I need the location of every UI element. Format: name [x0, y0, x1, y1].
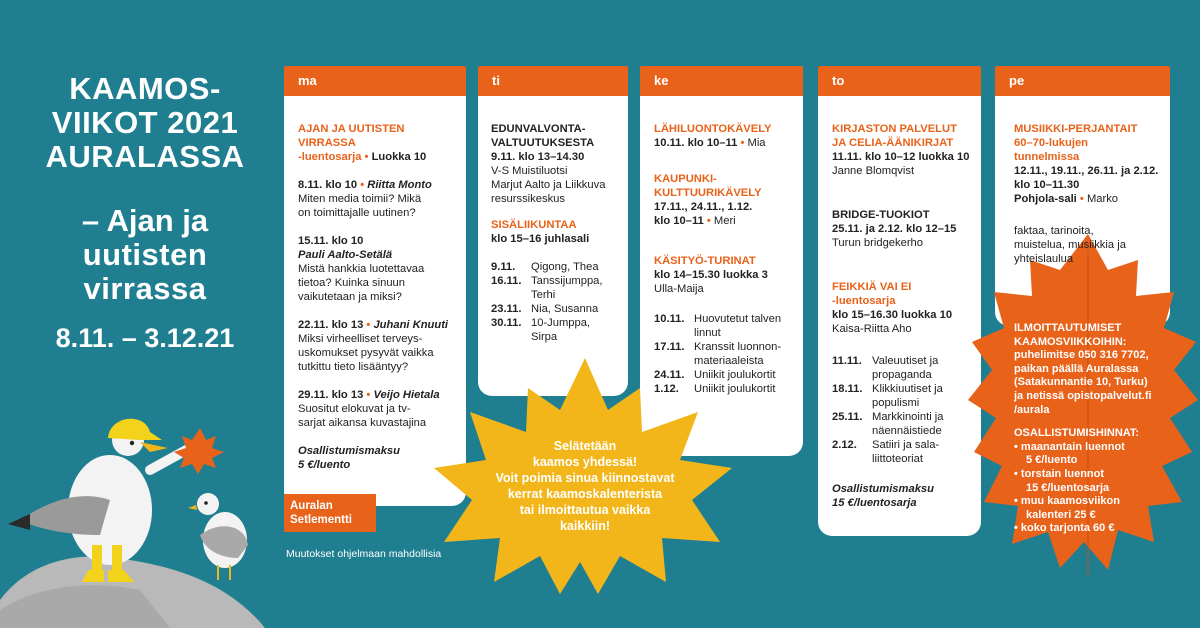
ti-row	[491, 260, 626, 274]
ma-fee-value: 5 €/luento	[298, 459, 351, 471]
to-heading-1: KIRJASTON PALVELUT	[832, 123, 957, 135]
row-date: 1.12.	[654, 383, 679, 395]
ma-room: Luokka 10	[371, 151, 427, 163]
ma-content: AJAN JA UUTISTEN VIRRASSA -luentosarja • Luokka 10 8.11. klo 10 • Riitta Monto Miten media toimii? Mikä on toimittajalle uutinen? 15.11. klo 10 Pauli Aalto-Setälä Mistä hankkia luotettavaa tietoa? Kuinka sinuun vaikutetaan ja miksi? 22.11. klo 13 • Juhani Knuuti Miksi virheelliset terveys- uskomukset pysyvät vaikka tutkittu tieto lisääntyy? 29.11. klo 13 • Veijo Hietala Suositut elokuvat ja tv- sarjat aikansa kuvastajina Osallistumismaksu 5 €/luento	[298, 122, 464, 472]
ke-row	[654, 312, 802, 326]
to-fee-label: Osallistumismaksu	[832, 483, 934, 495]
ke-guide-2: Meri	[713, 215, 736, 227]
pe-text-3: yhteislaulua	[1014, 253, 1074, 265]
orange-leaf-text	[1014, 322, 1194, 536]
price-item-2-label: torstain luennot	[1020, 467, 1105, 480]
changes-note: Muutokset ohjelmaan mahdollisia	[286, 548, 442, 560]
ma-event-4-speaker: Veijo Hietala	[373, 389, 440, 401]
main-title	[30, 72, 260, 354]
register-text-2: paikan päällä Auralassa	[1014, 362, 1139, 375]
ke-dates: 17.11., 24.11., 1.12.	[654, 201, 753, 213]
pe-time: klo 10–11.30	[1014, 179, 1080, 191]
to-content	[832, 122, 980, 510]
subtitle-line-2: uutisten	[82, 237, 208, 272]
row-text: Uniikit joulukortit	[694, 369, 776, 381]
ke-instructor: Ulla-Maija	[654, 283, 704, 295]
ti-text-3: resurssikeskus	[491, 193, 565, 205]
day-header-pe: pe	[995, 66, 1170, 96]
ke-row	[654, 340, 802, 354]
row-date: 18.11.	[832, 383, 863, 395]
ma-event-3-text-1: Miksi virheelliset terveys-	[298, 333, 423, 345]
row-text: Kranssit luonnon-	[694, 341, 782, 353]
organization-logo	[284, 494, 376, 532]
to-row	[832, 424, 980, 438]
ti-row	[491, 330, 626, 344]
row-text: Nia, Susanna	[531, 303, 599, 315]
ma-fee	[298, 444, 464, 472]
subtitle-line-3: virrassa	[83, 271, 207, 306]
to-text-2: Turun bridgekerho	[832, 237, 924, 249]
ti-heading-2: VALTUUTUKSESTA	[491, 137, 595, 149]
ma-event-1-text-2: on toimittajalle uutinen?	[298, 207, 416, 219]
to-time-1: 11.11. klo 10–12 luokka 10	[832, 151, 970, 163]
row-date	[832, 452, 872, 466]
pe-text-1: faktaa, tarinoita,	[1014, 225, 1094, 237]
register-text-4: ja netissä opistopalvelut.fi	[1014, 389, 1152, 402]
title-line-2: VIIKOT 2021	[51, 105, 239, 140]
price-item-3: • muu kaamosviikon	[1014, 495, 1120, 508]
ti-row	[491, 302, 626, 316]
ti-text-2: Marjut Aalto ja Liikkuva	[491, 179, 606, 191]
register-text-5: /aurala	[1014, 403, 1050, 416]
ma-event-2-speaker: Pauli Aalto-Setälä	[298, 249, 393, 261]
row-text: 10-Jumppa,	[531, 317, 591, 329]
row-date: 25.11.	[832, 411, 863, 423]
ke-schedule	[654, 312, 802, 396]
price-item-2: • torstain luennot	[1014, 467, 1105, 480]
row-text: Valeuutiset ja	[872, 355, 939, 367]
row-text: populismi	[872, 397, 920, 409]
ma-event-4-text-2: sarjat aikansa kuvastajina	[298, 417, 427, 429]
to-row	[832, 354, 980, 368]
ke-content: LÄHILUONTOKÄVELY 10.11. klo 10–11 • Mia KAUPUNKI- KULTTUURIKÄVELY 17.11., 24.11., 1.12. klo 10–11 • Meri KÄSITYÖ-TURINAT klo 14–15.30 luokka 3 Ulla-Maija 10.11. Huovutetut talven linnut 17.11. Kranssit luonnon- materiaaleista 24.11. Uniikit joulukortit 1.12. Uniikit joulukortit	[654, 122, 802, 396]
to-row	[832, 452, 980, 466]
ma-event-4-text-1: Suositut elokuvat ja tv-	[298, 403, 411, 415]
to-time-3: klo 15–16.30 luokka 10	[832, 309, 953, 321]
ma-subheading: -luentosarja	[298, 151, 362, 163]
leaf-text-4: kerrat kaamoskalenterista	[507, 487, 663, 501]
ti-time-1: 9.11. klo 13–14.30	[491, 151, 585, 163]
ma-event-2-time: 15.11. klo 10	[298, 235, 364, 247]
ma-event-1: 8.11. klo 10 • Riitta Monto Miten media toimii? Mikä on toimittajalle uutinen?	[298, 178, 464, 220]
to-instructor: Kaisa-Riitta Aho	[832, 323, 912, 335]
row-date	[491, 288, 531, 302]
row-text: näennäistiede	[872, 425, 942, 437]
day-header-ke: ke	[640, 66, 803, 96]
day-header-to: to	[818, 66, 981, 96]
pe-place: Pohjola-sali	[1014, 193, 1077, 205]
day-header-ti: ti	[478, 66, 628, 96]
price-item-1-value: 5 €/luento	[1026, 454, 1078, 467]
ma-event-1-time: 8.11. klo 10	[298, 179, 358, 191]
to-row	[832, 382, 980, 396]
pe-heading-1: MUSIIKKI-PERJANTAIT	[1014, 123, 1138, 135]
ke-heading-3: KULTTUURIKÄVELY	[654, 187, 762, 199]
row-date	[654, 326, 694, 340]
ti-row	[491, 316, 626, 330]
logo-line-2: Setlementti	[290, 514, 352, 526]
price-item-1-label: maanantain luennot	[1020, 440, 1125, 453]
to-time-2: 25.11. ja 2.12. klo 12–15	[832, 223, 957, 235]
pe-heading-2: 60–70-lukujen	[1014, 137, 1088, 149]
leaf-text-2: kaamos yhdessä!	[532, 455, 638, 469]
ma-event-2	[298, 234, 464, 304]
ti-heading-1: EDUNVALVONTA-	[491, 123, 586, 135]
logo-line-1: Auralan	[290, 500, 333, 512]
to-heading-5: -luentosarja	[832, 295, 896, 307]
row-text: Qigong, Thea	[531, 261, 599, 273]
ma-event-3-time: 22.11. klo 13	[298, 319, 364, 331]
to-heading-3: BRIDGE-TUOKIOT	[832, 209, 930, 221]
leaf-text-3: Voit poimia sinua kiinnostavat	[495, 471, 675, 485]
row-date: 30.11.	[491, 317, 522, 329]
to-row	[832, 410, 980, 424]
price-item-2-value: 15 €/luentosarja	[1026, 481, 1110, 494]
title-line-1: KAAMOS-	[69, 71, 221, 106]
ma-event-2-text-1: Mistä hankkia luotettavaa	[298, 263, 425, 275]
ma-event-3-speaker: Juhani Knuuti	[373, 319, 449, 331]
ke-row	[654, 354, 802, 368]
pe-content: MUSIIKKI-PERJANTAIT 60–70-lukujen tunnelmissa 12.11., 19.11., 26.11. ja 2.12. klo 10–11.30 Pohjola-sali • Marko faktaa, tarinoita, muistelua, musiikkia ja yhteislaulua	[1014, 122, 1172, 266]
ma-fee-label: Osallistumismaksu	[298, 445, 400, 457]
ma-event-2-text-3: vaikutetaan ja miksi?	[298, 291, 402, 303]
ke-heading-1: LÄHILUONTOKÄVELY	[654, 123, 772, 135]
to-row	[832, 368, 980, 382]
ti-heading-3: SISÄLIIKUNTAA	[491, 219, 577, 231]
day-header-ma: ma	[284, 66, 466, 96]
ke-heading-4: KÄSITYÖ-TURINAT	[654, 255, 756, 267]
leaf-text-1: Selätetään	[553, 439, 617, 453]
ke-row	[654, 382, 802, 396]
ti-content	[491, 122, 626, 344]
title-line-3: AURALASSA	[45, 139, 245, 174]
seagulls-illustration-icon	[0, 410, 290, 628]
price-item-4-label: koko tarjonta 60 €	[1020, 522, 1115, 535]
row-text: Sirpa	[531, 331, 558, 343]
row-text: Satiiri ja sala-	[872, 439, 940, 451]
row-date	[654, 354, 694, 368]
ma-event-3-text-2: uskomukset pysyvät vaikka	[298, 347, 434, 359]
row-text: Markkinointi ja	[872, 411, 944, 423]
price-item-3-label: muu kaamosviikon	[1020, 495, 1120, 508]
row-date	[832, 396, 872, 410]
ke-heading-2: KAUPUNKI-	[654, 173, 717, 185]
register-text-1: puhelimitse 050 316 7702,	[1014, 349, 1149, 362]
row-date: 2.12.	[832, 439, 857, 451]
to-text-1: Janne Blomqvist	[832, 165, 915, 177]
ma-event-3: 22.11. klo 13 • Juhani Knuuti Miksi virheelliset terveys- uskomukset pysyvät vaikka tutkittu tieto lisääntyy?	[298, 318, 464, 374]
ti-row	[491, 274, 626, 288]
yellow-leaf-text	[470, 438, 700, 534]
to-row	[832, 396, 980, 410]
row-text: Uniikit joulukortit	[694, 383, 776, 395]
ti-time-2: klo 15–16 juhlasali	[491, 233, 590, 245]
ma-event-1-text-1: Miten media toimii? Mikä	[298, 193, 422, 205]
row-text: Terhi	[531, 289, 556, 301]
pe-text-2: muistelua, musiikkia ja	[1014, 239, 1126, 251]
leaf-text-6: kaikkiin!	[559, 519, 611, 533]
to-schedule	[832, 354, 980, 466]
register-heading-2: KAAMOSVIIKKOIHIN:	[1014, 335, 1127, 348]
ma-event-4: 29.11. klo 13 • Veijo Hietala Suositut elokuvat ja tv- sarjat aikansa kuvastajina	[298, 388, 464, 430]
row-date: 16.11.	[491, 275, 522, 287]
ma-event-4-time: 29.11. klo 13	[298, 389, 364, 401]
ke-time-3: klo 14–15.30 luokka 3	[654, 269, 768, 281]
ma-heading: AJAN JA UUTISTEN VIRRASSA	[298, 123, 405, 149]
row-date: 24.11.	[654, 369, 685, 381]
pe-dates: 12.11., 19.11., 26.11. ja 2.12.	[1014, 165, 1159, 177]
ti-text-1: V-S Muistiluotsi	[491, 165, 568, 177]
row-text: materiaaleista	[694, 355, 764, 367]
row-date	[832, 368, 872, 382]
prices-heading: OSALLISTUMISHINNAT:	[1014, 427, 1140, 440]
ma-event-2-text-2: tietoa? Kuinka sinuun	[298, 277, 405, 289]
row-date: 23.11.	[491, 303, 522, 315]
row-text: Klikkiuutiset ja	[872, 383, 943, 395]
pe-host: Marko	[1086, 193, 1119, 205]
row-date	[491, 330, 531, 344]
row-text: linnut	[694, 327, 721, 339]
ke-time-1: 10.11. klo 10–11	[654, 137, 738, 149]
row-date: 9.11.	[491, 261, 516, 273]
ti-row	[491, 288, 626, 302]
leaf-text-5: tai ilmoittautua vaikka	[519, 503, 651, 517]
ti-schedule	[491, 260, 626, 344]
register-heading-1: ILMOITTAUTUMISET	[1014, 322, 1122, 334]
date-range: 8.11. – 3.12.21	[55, 323, 235, 353]
pe-heading-3: tunnelmissa	[1014, 151, 1080, 163]
ma-event-3-text-3: tutkittu tieto lisääntyy?	[298, 361, 409, 373]
ke-guide-1: Mia	[747, 137, 766, 149]
ke-time-2: klo 10–11	[654, 215, 704, 227]
price-item-1: • maanantain luennot	[1014, 440, 1125, 453]
to-heading-4: FEIKKIÄ VAI EI	[832, 281, 912, 293]
ke-row	[654, 368, 802, 382]
ma-event-1-speaker: Riitta Monto	[367, 179, 432, 191]
subtitle-line-1: – Ajan ja	[81, 203, 209, 238]
to-fee-value: 15 €/luentosarja	[832, 497, 917, 509]
register-text-3: (Satakunnantie 10, Turku)	[1014, 376, 1148, 389]
row-date: 10.11.	[654, 313, 685, 325]
price-item-4: • koko tarjonta 60 €	[1014, 522, 1115, 535]
row-text: propaganda	[872, 369, 932, 381]
ke-row	[654, 326, 802, 340]
row-text: liittoteoriat	[872, 453, 923, 465]
to-fee	[832, 482, 980, 510]
row-date: 11.11.	[832, 355, 862, 367]
row-date: 17.11.	[654, 341, 685, 353]
to-row	[832, 438, 980, 452]
row-date	[832, 424, 872, 438]
to-heading-2: JA CELIA-ÄÄNIKIRJAT	[832, 137, 954, 149]
row-text: Tanssijumppa,	[531, 275, 603, 287]
price-item-3-value: kalenteri 25 €	[1026, 508, 1096, 521]
row-text: Huovutetut talven	[694, 313, 782, 325]
